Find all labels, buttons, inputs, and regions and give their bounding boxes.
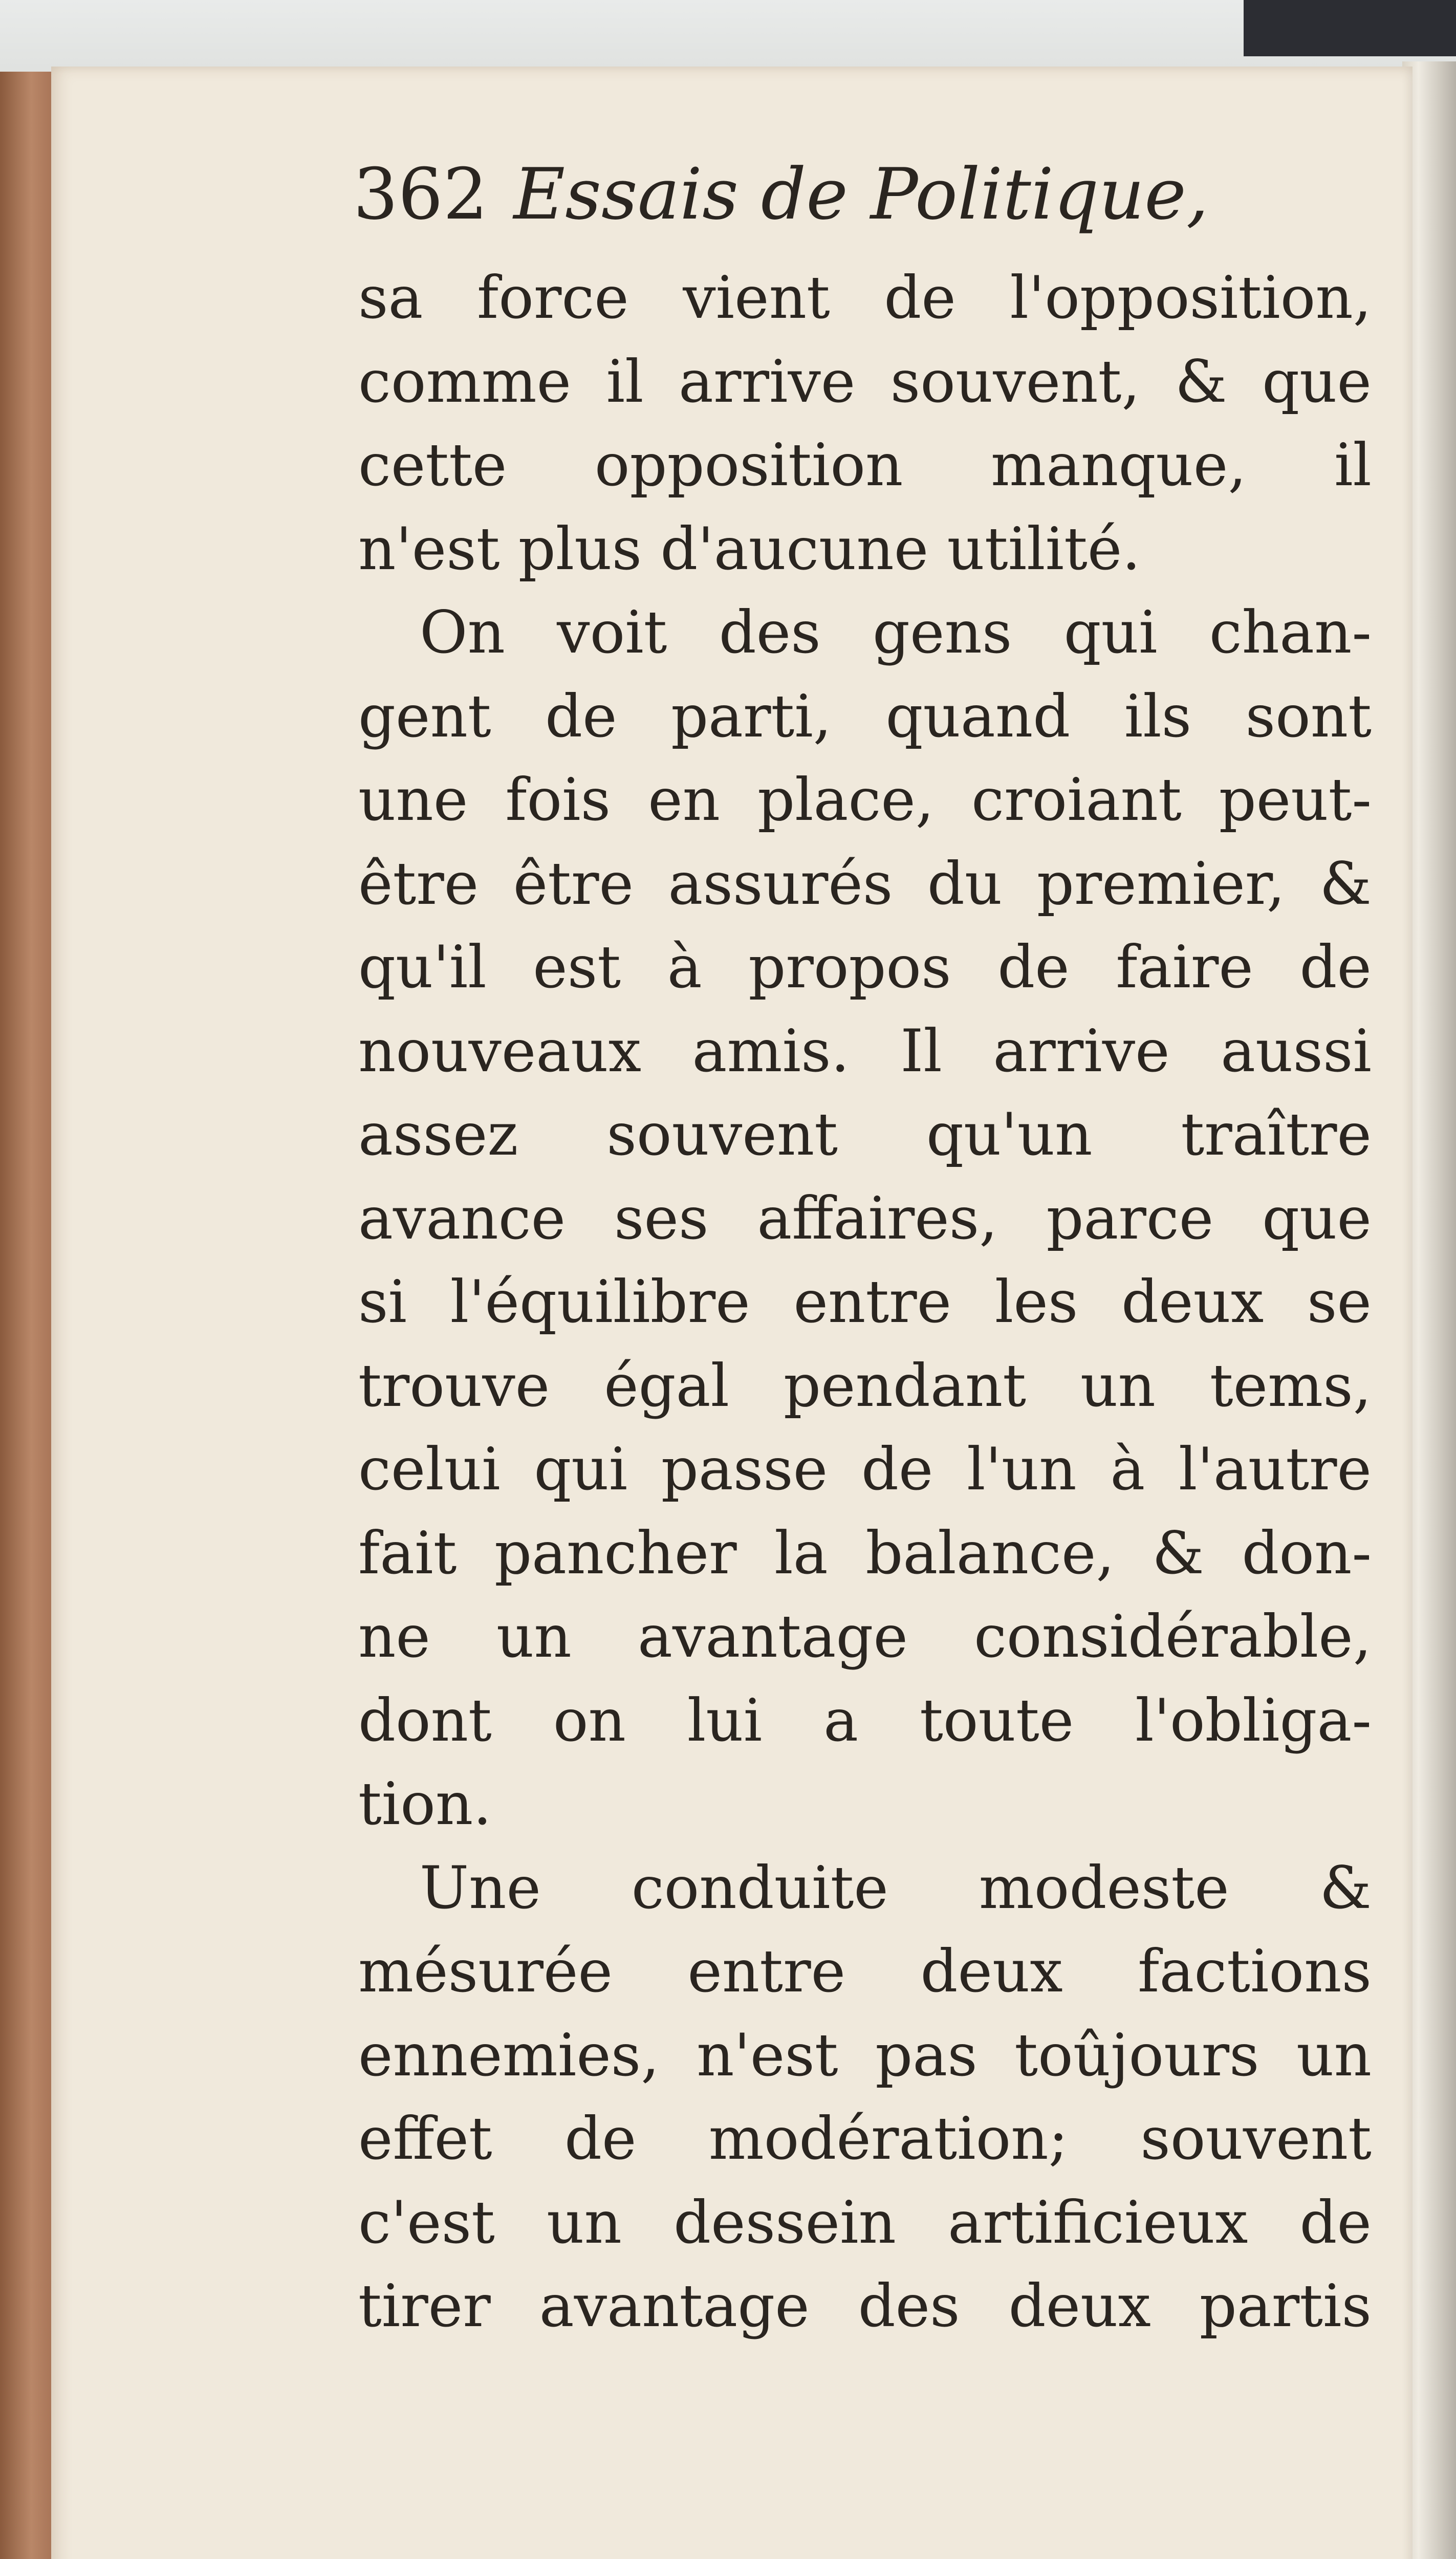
background-dark-corner (1244, 0, 1456, 56)
text-line: fait pancher la balance, & don- (358, 1519, 1372, 1587)
text-line: ennemies, n'est pas toûjours un (358, 2021, 1372, 2089)
text-line: n'est plus d'aucune utilité. (358, 514, 1141, 583)
text-line: tirer avantage des deux partis (358, 2272, 1372, 2340)
text-line: comme il arrive souvent, & que (358, 347, 1372, 416)
text-line: trouve égal pendant un tems, (358, 1351, 1372, 1420)
text-line: tion. (358, 1770, 492, 1838)
text-line: c'est un dessein artificieux de (358, 2188, 1372, 2257)
text-line: ne un avantage considérable, (358, 1602, 1372, 1671)
text-line: avance ses affaires, parce que (358, 1184, 1372, 1252)
running-title: Essais de Politique, (513, 153, 1209, 235)
text-line: une fois en place, croiant peut- (358, 766, 1372, 834)
paragraph-start-line: On voit des gens qui chan- (420, 598, 1372, 666)
page-number: 362 (353, 153, 488, 235)
text-line: si l'équilibre entre les deux se (358, 1268, 1372, 1336)
text-line: sa force vient de l'opposition, (358, 264, 1372, 332)
page-header (353, 148, 1209, 241)
text-line: gent de parti, quand ils sont (358, 682, 1372, 750)
text-line: nouveaux amis. Il arrive aussi (358, 1016, 1372, 1085)
text-line: assez souvent qu'un traître (358, 1100, 1372, 1168)
text-line: effet de modération; souvent (358, 2105, 1372, 2173)
text-line: celui qui passe de l'un à l'autre (358, 1435, 1372, 1503)
text-line: être être assurés du premier, & (358, 849, 1372, 918)
text-line: dont on lui a toute l'obliga- (358, 1686, 1372, 1754)
text-line: mésurée entre deux factions (358, 1937, 1372, 2005)
text-line: qu'il est à propos de faire de (358, 933, 1372, 1001)
paragraph-start-line: Une conduite modeste & (420, 1853, 1372, 1922)
background-top (0, 0, 1456, 77)
text-line: cette opposition manque, il (358, 431, 1372, 499)
body-text (358, 256, 1372, 2348)
